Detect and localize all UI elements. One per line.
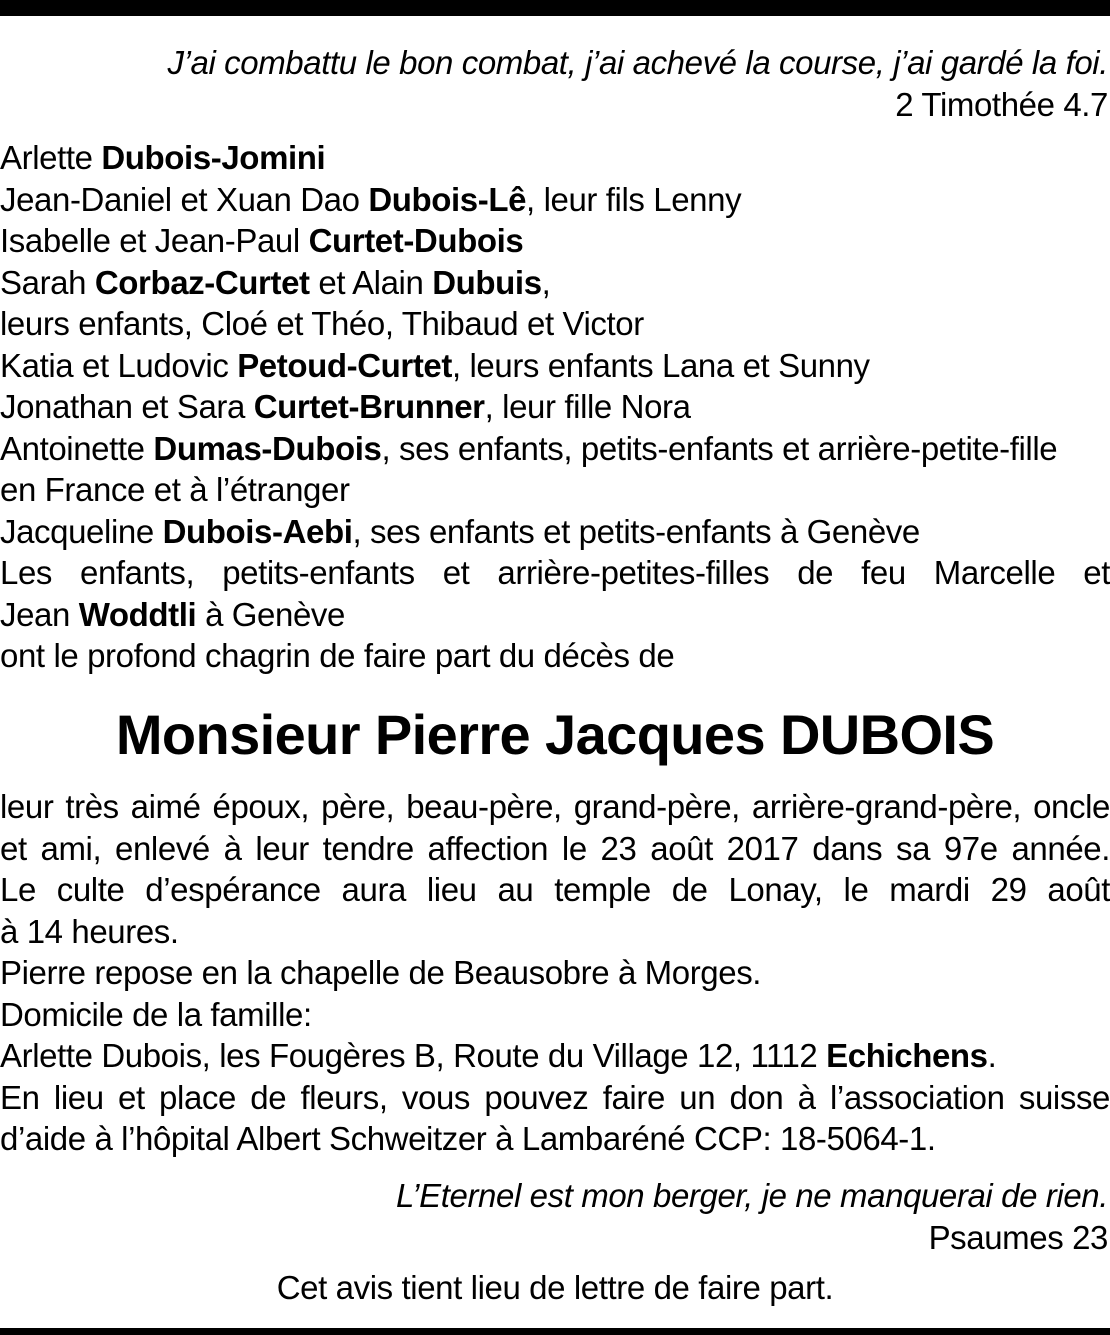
family-line: Jean Woddtli à Genève: [0, 595, 345, 633]
footer-quote-text: L’Eternel est mon berger, je ne manquerai de rien.: [396, 1177, 1108, 1214]
footer-quote-reference: Psaumes 23: [928, 1218, 1108, 1256]
family-line: Jonathan et Sara Curtet-Brunner, leur fille Nora: [0, 388, 691, 425]
family-line: Antoinette Dumas-Dubois, ses enfants, petits-enfants et arrière-petite-fille: [0, 429, 1058, 467]
header-quote-text: J’ai combattu le bon combat, j’ai achevé la course, j’ai gardé la foi.: [167, 44, 1108, 81]
announcement-line: ont le profond chagrin de faire part du décès de: [0, 637, 675, 674]
body-line: Pierre repose en la chapelle de Beausobre à Morges.: [0, 954, 762, 991]
family-line: leurs enfants, Cloé et Théo, Thibaud et Victor: [0, 305, 644, 342]
family-list: [0, 137, 1110, 677]
body-line: d’aide à l’hôpital Albert Schweitzer à Lambaréné CCP: 18-5064-1.: [0, 1120, 936, 1157]
closing-note: Cet avis tient lieu de lettre de faire part.: [276, 1269, 834, 1306]
top-rule: [0, 0, 1110, 16]
body-line: Le culte d’espérance aura lieu au temple de Lonay, le mardi 29 août: [0, 871, 1110, 908]
footer-quote: [396, 1175, 1108, 1258]
body-line: En lieu et place de fleurs, vous pouvez faire un don à l’association suisse: [0, 1078, 1110, 1116]
family-line: Katia et Ludovic Petoud-Curtet, leurs enfants Lana et Sunny: [0, 346, 870, 384]
family-line: en France et à l’étranger: [0, 471, 350, 508]
family-line: Arlette Dubois-Jomini: [0, 139, 326, 176]
body-line: à 14 heures.: [0, 912, 179, 950]
body-line: leur très aimé époux, père, beau-père, grand-père, arrière-grand-père, oncle: [0, 788, 1110, 825]
header-quote-reference: 2 Timothée 4.7: [895, 85, 1108, 123]
notice-body: [0, 786, 1110, 1160]
header-quote: [167, 42, 1108, 125]
bottom-rule: [0, 1328, 1110, 1335]
family-line: Jacqueline Dubois-Aebi, ses enfants et petits-enfants à Genève: [0, 512, 920, 550]
family-line: Sarah Corbaz-Curtet et Alain Dubuis,: [0, 263, 551, 301]
body-line: et ami, enlevé à leur tendre affection le 23 août 2017 dans sa 97e année.: [0, 829, 1110, 867]
family-line: Isabelle et Jean-Paul Curtet-Dubois: [0, 222, 524, 259]
deceased-name: Monsieur Pierre Jacques DUBOIS: [115, 703, 995, 766]
family-line: Les enfants, petits-enfants et arrière-petites-filles de feu Marcelle et: [0, 554, 1110, 591]
body-line: Domicile de la famille:: [0, 995, 312, 1033]
family-line: Jean-Daniel et Xuan Dao Dubois-Lê, leur fils Lenny: [0, 180, 742, 218]
body-line: Arlette Dubois, les Fougères B, Route du Village 12, 1112 Echichens.: [0, 1037, 997, 1074]
